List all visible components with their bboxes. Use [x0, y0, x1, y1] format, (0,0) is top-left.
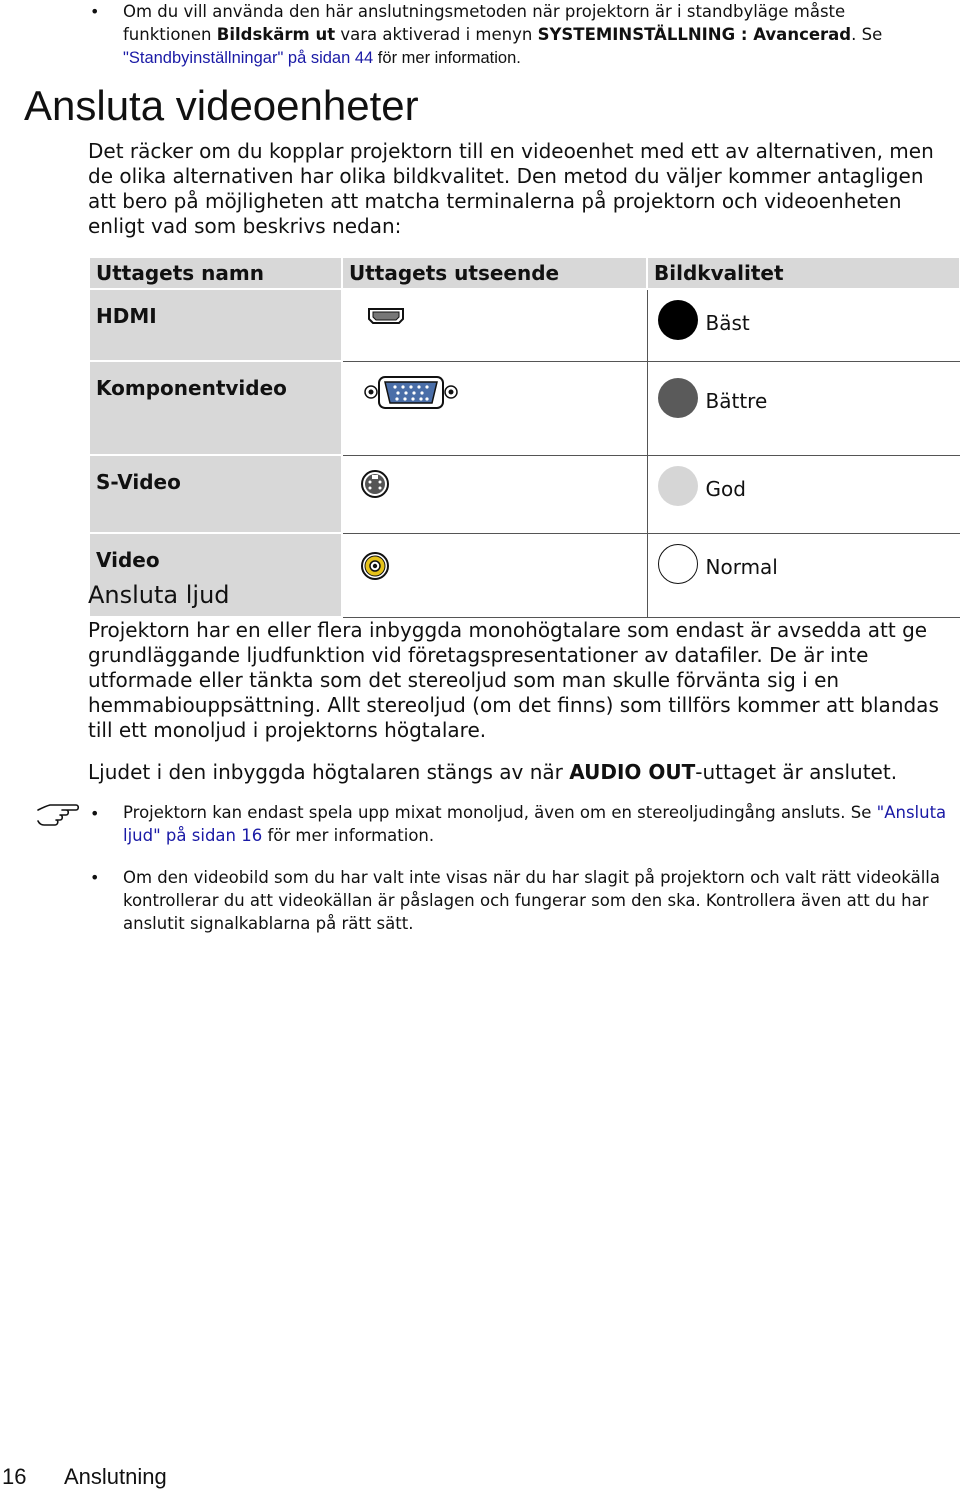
vga-component-port-icon — [361, 372, 461, 416]
table-header-quality: Bildkvalitet — [647, 257, 960, 289]
connection-quality-table — [88, 256, 960, 618]
top-bullet-text: Om du vill använda den här anslutningsmetoden när projektorn är i standbyläge måste funktionen Bildskärm ut vara aktiverad i menyn SYSTEMINSTÄLLNING : Avancerad. Se "Standbyinställningar" på sidan 44 för mer information. — [123, 2, 883, 67]
connector-name: S-Video — [89, 455, 342, 533]
note-item: Projektorn kan endast spela upp mixat monoljud, även om en stereoljudingång ansluts. Se "Ansluta ljud" på sidan 16 för mer information. — [123, 803, 947, 845]
connector-name: HDMI — [89, 289, 342, 361]
quality-best-circle — [658, 300, 698, 340]
standby-settings-link[interactable]: "Standbyinställningar" på sidan 44 — [123, 49, 374, 67]
quality-label: Bäst — [705, 311, 750, 335]
connector-name: Komponentvideo — [89, 361, 342, 455]
intro-paragraph: Det räcker om du kopplar projektorn till en videoenhet med ett av alternativen, men de olika alternativen har olika bildkvalitet. Den metod du väljer kommer antagligen att bero på möjligheten att matcha terminalerna på projektorn och videoenheten enligt vad som beskrivs nedan: — [88, 139, 934, 238]
bullet-dot: • — [90, 804, 100, 823]
connect-audio-link[interactable]: "Ansluta ljud" på sidan 16 — [123, 803, 947, 845]
quality-label: Normal — [705, 554, 778, 579]
subsection-title: Ansluta ljud — [88, 581, 230, 609]
quality-good-circle — [658, 466, 698, 506]
page-number: 16 — [2, 1464, 27, 1489]
table-row — [89, 455, 960, 533]
s-video-port-icon — [361, 466, 401, 502]
bullet-dot: • — [90, 868, 100, 887]
quality-label: Bättre — [705, 388, 768, 413]
hdmi-port-icon — [361, 300, 411, 330]
table-header-name: Uttagets namn — [89, 257, 342, 289]
audio-out-sentence: Ljudet i den inbyggda högtalaren stängs av när AUDIO OUT-uttaget är anslutet. — [88, 760, 898, 784]
connector-name: Video — [89, 533, 342, 617]
rca-video-port-icon — [361, 544, 401, 584]
table-row — [89, 361, 960, 455]
quality-better-circle — [658, 378, 698, 418]
table-header-appearance: Uttagets utseende — [342, 257, 647, 289]
note-item: Om den videobild som du har valt inte visas när du har slagit på projektorn och valt rätt videokälla kontrollerar du att videokällan är påslagen och fungerar som den ska. Kontrollera även att du har anslutit signalkablarna på rätt sätt. — [123, 868, 940, 933]
pointing-hand-icon — [36, 800, 82, 830]
bullet-dot: • — [90, 2, 100, 21]
audio-paragraph: Projektorn har en eller flera inbyggda monohögtalare som endast är avsedda att ge grundläggande ljudfunktion vid företagspresentationer av datafiler. De är inte utformade eller tänkta som det stereoljud som man skulle förvänta sig i en hemmabiouppsättning. Allt stereoljud (om det finns) som tillförs kommer att blandas till ett monoljud i projektorns högtalare. — [88, 618, 939, 742]
table-row — [89, 289, 960, 361]
section-title: Ansluta videoenheter — [24, 82, 419, 129]
quality-normal-circle — [658, 544, 698, 584]
quality-label: God — [705, 476, 746, 501]
chapter-title: Anslutning — [64, 1464, 167, 1489]
